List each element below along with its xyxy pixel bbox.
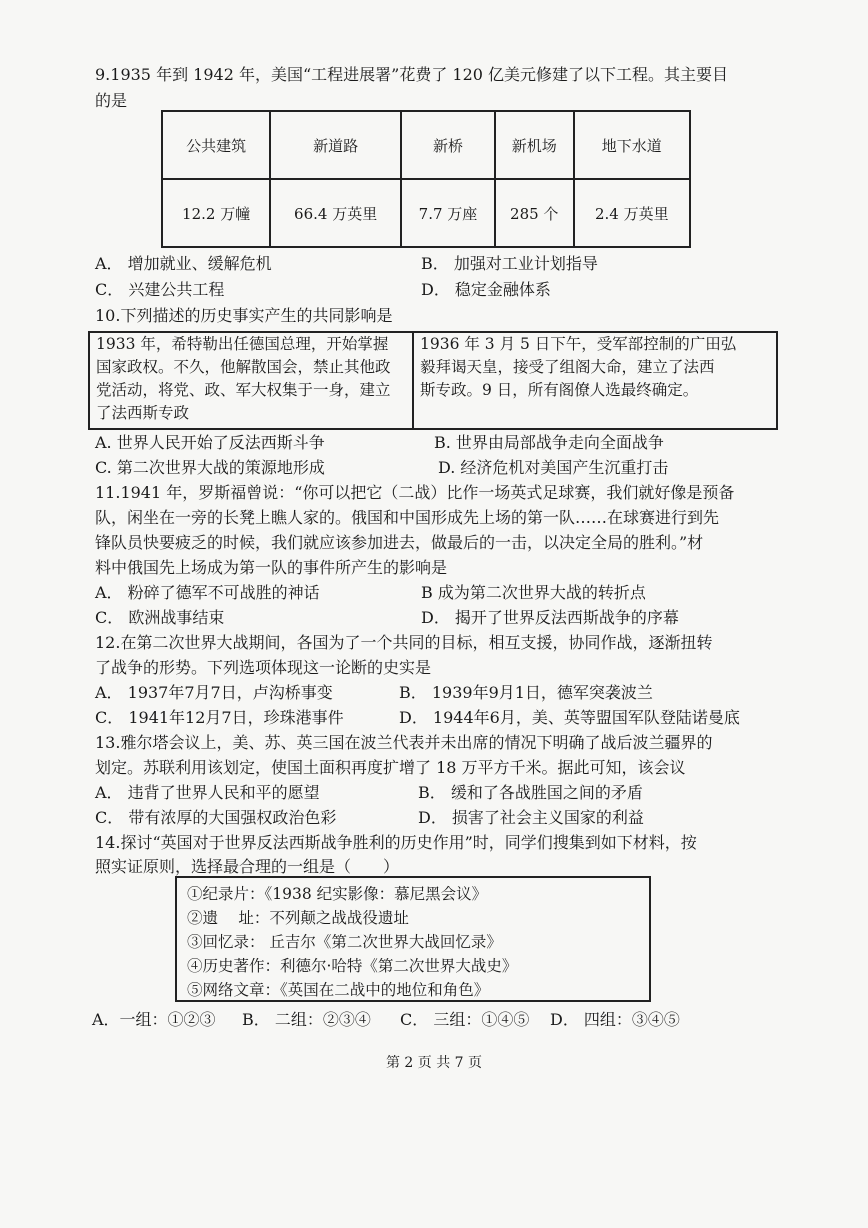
- q13-option-a: A． 违背了世界人民和平的愿望: [95, 783, 320, 802]
- material-line: 1933 年，希特勒出任德国总理，开始掌握: [96, 335, 389, 353]
- q11-option-d: D． 揭开了世界反法西斯战争的序幕: [421, 608, 679, 627]
- q9-stem-line2: 的是: [95, 91, 128, 110]
- q9-stem-line1: 9.1935 年到 1942 年，美国“工程进展署”花费了 120 亿美元修建了以下工程。其主要目: [95, 65, 729, 84]
- source-item: ⑤网络文章：《英国在二战中的地位和角色》: [187, 981, 490, 999]
- q11-stem-line: 11.1941 年，罗斯福曾说：“你可以把它（二战）比作一场英式足球赛，我们就好像是预备: [95, 483, 735, 502]
- q12-option-d: D． 1944年6月，美、英等盟国军队登陆诺曼底: [399, 708, 740, 727]
- page-number: 第 2 页 共 7 页: [385, 1055, 483, 1071]
- table-header-cell: 地下水道: [574, 111, 690, 179]
- material-line: 党活动，将党、政、军大权集于一身，建立: [96, 381, 391, 399]
- q11-option-c: C． 欧洲战事结束: [95, 608, 225, 627]
- table-cell: 285 个: [495, 179, 574, 247]
- material-line: 1936 年 3 月 5 日下午，受军部控制的广田弘: [420, 335, 737, 353]
- q13-stem-line: 划定。苏联利用该划定，使国土面积再度扩增了 18 万平方千米。据此可知，该会议: [95, 758, 686, 777]
- q13-option-c: C． 带有浓厚的大国强权政治色彩: [95, 808, 337, 827]
- q12-option-c: C． 1941年12月7日，珍珠港事件: [95, 708, 344, 727]
- source-item: ①纪录片：《1938 纪实影像：慕尼黑会议》: [187, 885, 488, 903]
- q9-data-table: [161, 110, 691, 248]
- q11-option-b: B 成为第二次世界大战的转折点: [421, 583, 646, 602]
- table-header-row: [162, 111, 690, 179]
- q11-stem-line: 队，闲坐在一旁的长凳上瞧人家的。俄国和中国形成先上场的第一队……在球赛进行到先: [95, 508, 720, 527]
- table-row: [162, 179, 690, 247]
- q13-option-d: D． 损害了社会主义国家的利益: [418, 808, 644, 827]
- q10-option-c: C. 第二次世界大战的策源地形成: [95, 458, 325, 477]
- material-line: 斯专政。9 日，所有阁僚人选最终确定。: [420, 381, 699, 399]
- q12-stem-line: 了战争的形势。下列选项体现这一论断的史实是: [95, 658, 432, 677]
- q14-option-b: B． 二组：②③④: [242, 1010, 371, 1029]
- q12-stem-line: 12.在第二次世界大战期间，各国为了一个共同的目标，相互支援，协同作战，逐渐扭转: [95, 633, 713, 652]
- q9-option-c: C． 兴建公共工程: [95, 280, 225, 299]
- q13-stem-line: 13.雅尔塔会议上，美、苏、英三国在波兰代表并未出席的情况下明确了战后波兰疆界的: [95, 733, 713, 752]
- q10-material-japan: [414, 333, 776, 428]
- q14-option-a: A．一组：①②③: [92, 1010, 216, 1029]
- material-line: 毅拜谒天皇，接受了组阁大命，建立了法西: [420, 358, 715, 376]
- q12-option-b: B． 1939年9月1日，德军突袭波兰: [399, 683, 653, 702]
- q14-source-list: [175, 876, 651, 1002]
- q14-option-c: C． 三组：①④⑤: [400, 1010, 530, 1029]
- q10-option-d: D. 经济危机对美国产生沉重打击: [438, 458, 669, 477]
- q11-option-a: A． 粉碎了德军不可战胜的神话: [95, 583, 320, 602]
- q11-stem-line: 锋队员快要疲乏的时候，我们就应该参加进去，做最后的一击，以决定全局的胜利。”材: [95, 533, 704, 552]
- q9-option-d: D． 稳定金融体系: [421, 280, 551, 299]
- q13-option-b: B． 缓和了各战胜国之间的矛盾: [418, 783, 643, 802]
- table-header-cell: 新桥: [401, 111, 495, 179]
- q9-option-a: A． 增加就业、缓解危机: [95, 254, 272, 273]
- q10-material-table: [88, 331, 778, 430]
- q10-material-germany: [90, 333, 414, 428]
- source-item: ②遗 址：不列颠之战战役遗址: [187, 909, 409, 927]
- table-header-cell: 新道路: [270, 111, 401, 179]
- table-header-cell: 公共建筑: [162, 111, 270, 179]
- q10-stem: 10.下列描述的历史事实产生的共同影响是: [95, 306, 393, 325]
- q14-stem-line: 14.探讨“英国对于世界反法西斯战争胜利的历史作用”时，同学们搜集到如下材料，按: [95, 833, 697, 852]
- table-cell: 12.2 万幢: [162, 179, 270, 247]
- q14-option-d: D． 四组：③④⑤: [550, 1010, 680, 1029]
- source-item: ③回忆录： 丘吉尔《第二次世界大战回忆录》: [187, 933, 502, 951]
- source-item: ④历史著作：利德尔·哈特《第二次世界大战史》: [187, 957, 518, 975]
- table-header-cell: 新机场: [495, 111, 574, 179]
- table-cell: 2.4 万英里: [574, 179, 690, 247]
- q10-option-b: B. 世界由局部战争走向全面战争: [434, 433, 664, 452]
- q9-option-b: B． 加强对工业计划指导: [421, 254, 598, 273]
- q10-option-a: A. 世界人民开始了反法西斯斗争: [95, 433, 325, 452]
- q14-stem-line: 照实证原则，选择最合理的一组是（ ）: [95, 857, 400, 876]
- table-cell: 7.7 万座: [401, 179, 495, 247]
- q12-option-a: A． 1937年7月7日，卢沟桥事变: [95, 683, 333, 702]
- material-line: 了法西斯专政: [96, 404, 190, 422]
- material-line: 国家政权。不久，他解散国会，禁止其他政: [96, 358, 391, 376]
- q11-stem-line: 料中俄国先上场成为第一队的事件所产生的影响是: [95, 558, 448, 577]
- table-cell: 66.4 万英里: [270, 179, 401, 247]
